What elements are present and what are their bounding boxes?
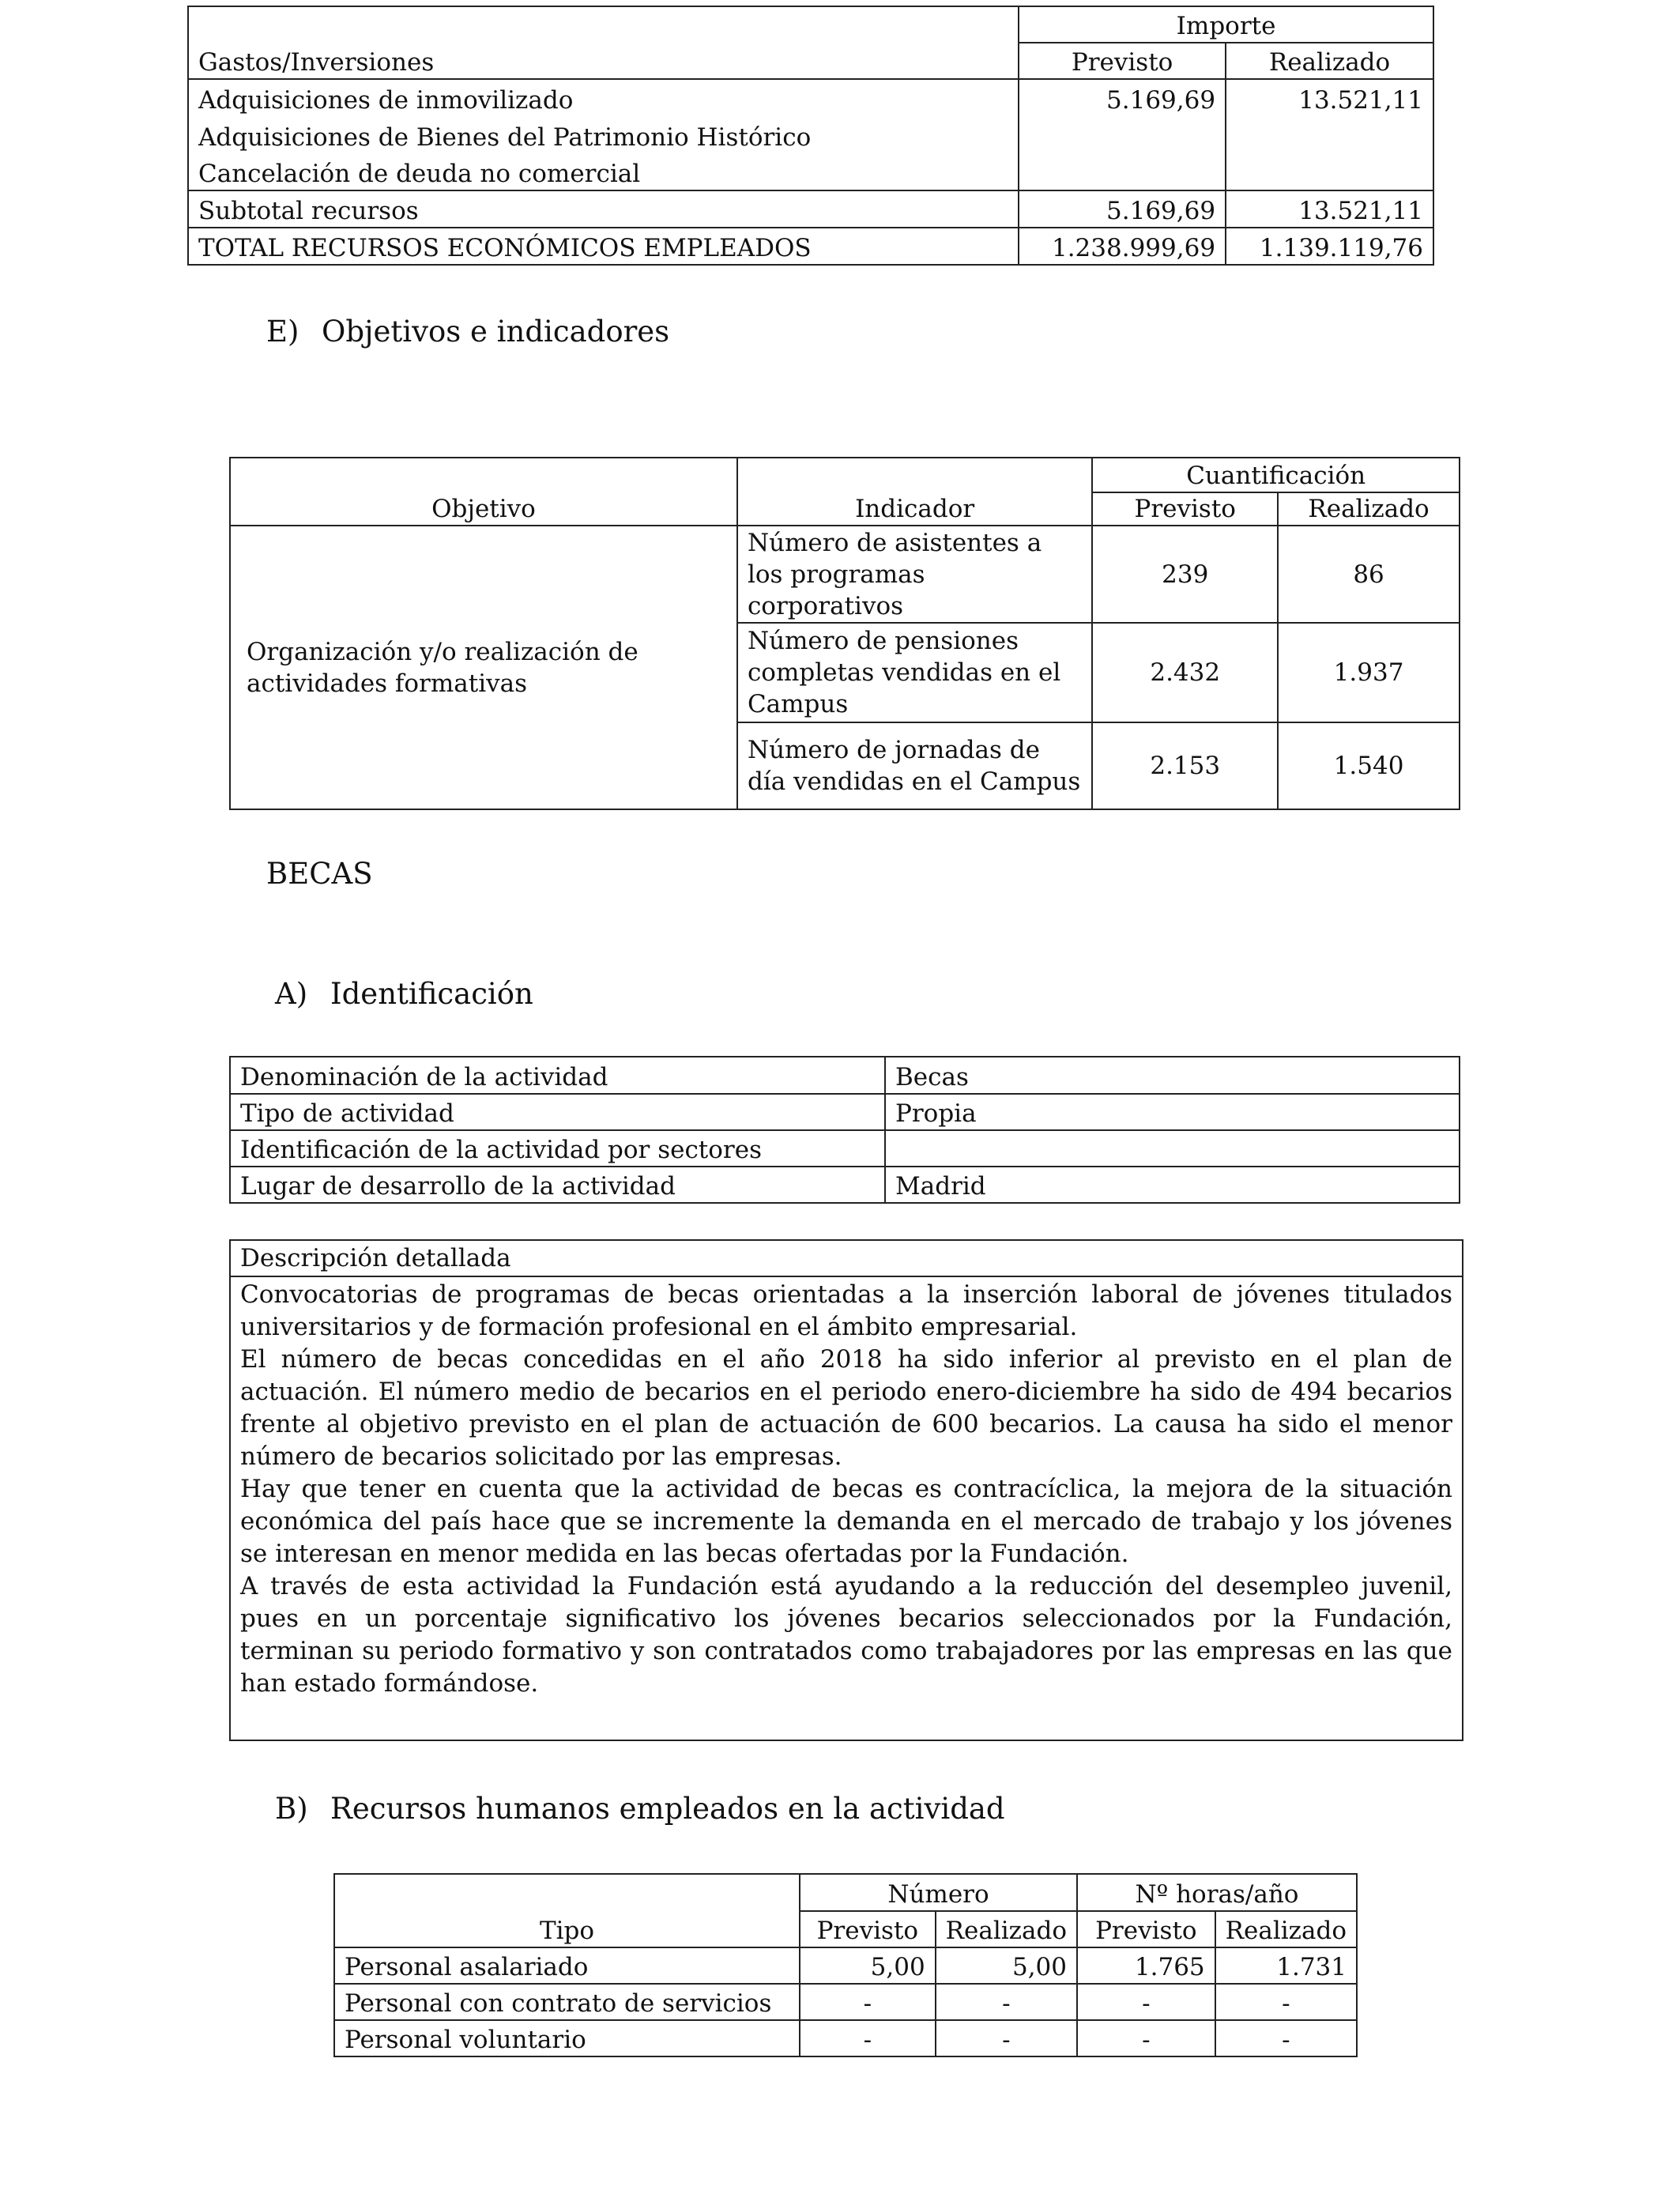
indicator-realizado: 1.540 <box>1278 722 1460 809</box>
objectives-col-previsto: Previsto <box>1092 492 1278 526</box>
hr-row-tipo: Personal con contrato de servicios <box>334 1984 800 2020</box>
objectives-col-objetivo: Objetivo <box>230 458 737 526</box>
hr-row-num-real: 5,00 <box>936 1947 1077 1984</box>
expenses-col-previsto: Previsto <box>1019 43 1226 79</box>
hr-row-h-real: 1.731 <box>1215 1947 1357 1984</box>
hr-row-h-real: - <box>1215 1984 1357 2020</box>
description-title: Descripción detallada <box>231 1241 1462 1277</box>
hr-row-h-prev: 1.765 <box>1077 1947 1215 1984</box>
objectives-col-indicador: Indicador <box>737 458 1092 526</box>
hr-row-num-real: - <box>936 1984 1077 2020</box>
description-paragraph: Convocatorias de programas de becas orientadas a la inserción laboral de jóvenes titulados universitarios y de formación profesional en el ámbito empresarial. <box>240 1280 1452 1341</box>
expenses-table <box>187 6 1434 266</box>
identification-value: Becas <box>885 1057 1460 1094</box>
indicator-realizado: 86 <box>1278 526 1460 623</box>
identification-value: Propia <box>885 1094 1460 1130</box>
table-row-label: Adquisiciones de inmovilizado <box>188 79 1019 116</box>
hr-row-num-prev: 5,00 <box>800 1947 936 1984</box>
hr-group-numero: Número <box>800 1874 1077 1911</box>
hr-col-horas-realizado: Realizado <box>1215 1911 1357 1947</box>
hr-group-horas: Nº horas/año <box>1077 1874 1357 1911</box>
hr-col-num-realizado: Realizado <box>936 1911 1077 1947</box>
hr-row-tipo: Personal voluntario <box>334 2020 800 2056</box>
section-e-title: Objetivos e indicadores <box>322 315 670 349</box>
subtotal-label: Subtotal recursos <box>188 190 1019 228</box>
identification-label: Denominación de la actividad <box>230 1057 885 1094</box>
hr-row-h-prev: - <box>1077 2020 1215 2056</box>
section-b-title: Recursos humanos empleados en la actividad <box>330 1792 1005 1826</box>
expenses-col-label: Gastos/Inversiones <box>188 6 1019 79</box>
total-previsto: 1.238.999,69 <box>1019 228 1226 265</box>
table-row-label: Cancelación de deuda no comercial <box>188 153 1019 190</box>
subtotal-previsto: 5.169,69 <box>1019 190 1226 228</box>
becas-heading: BECAS <box>266 857 373 891</box>
identification-label: Identificación de la actividad por sectores <box>230 1130 885 1167</box>
section-a-title: Identificación <box>330 977 533 1011</box>
table-row-realizado <box>1226 153 1433 190</box>
section-b-heading <box>275 1790 1005 1828</box>
objective-text: Organización y/o realización de actividades formativas <box>230 526 737 809</box>
hr-row-h-real: - <box>1215 2020 1357 2056</box>
indicator-text: Número de asistentes a los programas corporativos <box>737 526 1092 623</box>
description-body <box>231 1277 1462 1740</box>
objectives-col-realizado: Realizado <box>1278 492 1460 526</box>
indicator-previsto: 2.153 <box>1092 722 1278 809</box>
table-row-previsto: 5.169,69 <box>1019 79 1226 116</box>
indicator-previsto: 2.432 <box>1092 623 1278 722</box>
hr-row-num-prev: - <box>800 2020 936 2056</box>
description-box <box>229 1239 1463 1741</box>
expenses-header-group: Importe <box>1019 6 1433 43</box>
total-realizado: 1.139.119,76 <box>1226 228 1433 265</box>
expenses-col-realizado: Realizado <box>1226 43 1433 79</box>
table-row-previsto <box>1019 116 1226 153</box>
indicator-text: Número de pensiones completas vendidas en el Campus <box>737 623 1092 722</box>
hr-row-h-prev: - <box>1077 1984 1215 2020</box>
section-a-heading <box>275 975 533 1013</box>
hr-col-horas-previsto: Previsto <box>1077 1911 1215 1947</box>
objectives-table <box>229 457 1460 810</box>
section-e-heading <box>266 313 669 351</box>
section-a-letter: A) <box>275 977 308 1011</box>
indicator-previsto: 239 <box>1092 526 1278 623</box>
subtotal-realizado: 13.521,11 <box>1226 190 1433 228</box>
total-label: TOTAL RECURSOS ECONÓMICOS EMPLEADOS <box>188 228 1019 265</box>
hr-col-num-previsto: Previsto <box>800 1911 936 1947</box>
hr-row-num-prev: - <box>800 1984 936 2020</box>
hr-row-num-real: - <box>936 2020 1077 2056</box>
table-row-previsto <box>1019 153 1226 190</box>
section-e-letter: E) <box>266 315 299 349</box>
identification-value: Madrid <box>885 1167 1460 1203</box>
identification-label: Lugar de desarrollo de la actividad <box>230 1167 885 1203</box>
description-paragraph: A través de esta actividad la Fundación está ayudando a la reducción del desempleo juvenil, pues en un porcentaje significativo los jóvenes becarios seleccionados por la Fundación, terminan su periodo formativo y son contratados como trabajadores por las empresas en las que han estado formándose. <box>240 1572 1452 1698</box>
identification-value <box>885 1130 1460 1167</box>
section-b-letter: B) <box>275 1792 308 1826</box>
hr-col-tipo: Tipo <box>334 1874 800 1947</box>
hr-row-tipo: Personal asalariado <box>334 1947 800 1984</box>
identification-label: Tipo de actividad <box>230 1094 885 1130</box>
indicator-realizado: 1.937 <box>1278 623 1460 722</box>
identification-table <box>229 1056 1460 1204</box>
table-row-label: Adquisiciones de Bienes del Patrimonio Histórico <box>188 116 1019 153</box>
description-paragraph: El número de becas concedidas en el año 2018 ha sido inferior al previsto en el plan de actuación. El número medio de becarios en el periodo enero-diciembre ha sido de 494 becarios frente al objetivo previsto en el plan de actuación de 600 becarios. La causa ha sido el menor número de becarios solicitado por las empresas. <box>240 1345 1452 1471</box>
hr-table <box>333 1873 1358 2057</box>
table-row-realizado: 13.521,11 <box>1226 79 1433 116</box>
table-row-realizado <box>1226 116 1433 153</box>
indicator-text: Número de jornadas de día vendidas en el Campus <box>737 722 1092 809</box>
description-paragraph: Hay que tener en cuenta que la actividad de becas es contracíclica, la mejora de la situación económica del país hace que se incremente la demanda en el mercado de trabajo y los jóvenes se interesan en menor medida en las becas ofertadas por la Fundación. <box>240 1475 1452 1568</box>
objectives-header-group: Cuantificación <box>1092 458 1460 492</box>
